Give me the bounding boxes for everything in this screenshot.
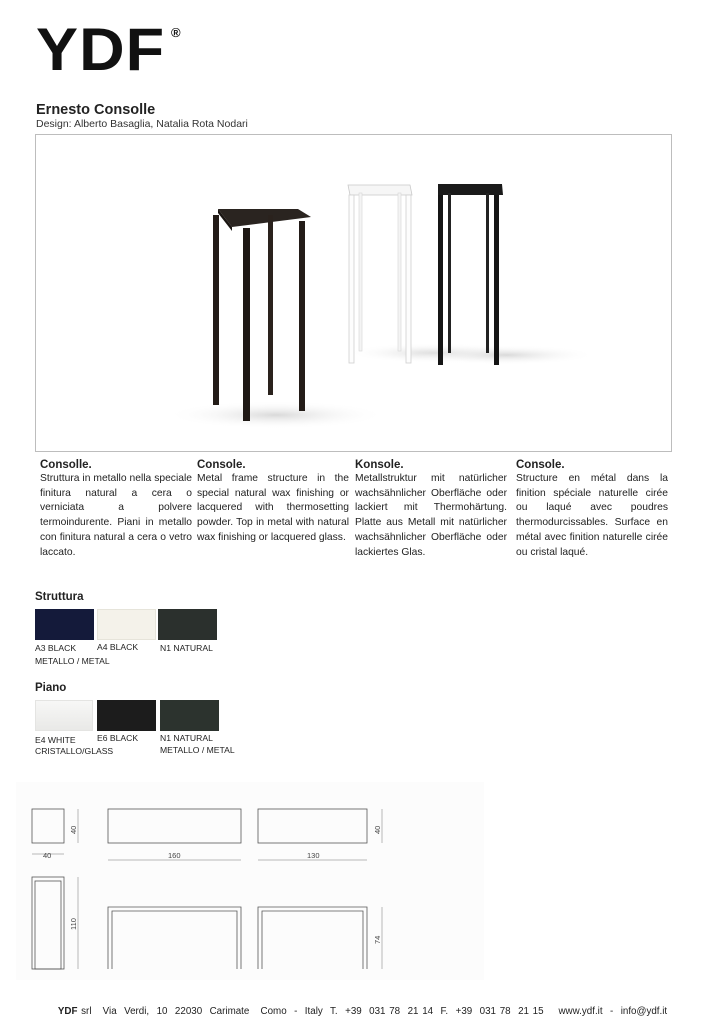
swatch-e6-black bbox=[97, 700, 156, 731]
swatch-label: E6 BLACK bbox=[97, 733, 139, 743]
description-it bbox=[40, 458, 192, 560]
struttura-heading: Struttura bbox=[35, 591, 84, 603]
description-text: Metal frame structure in the special natural wax finishing or lacquered with thermosetting powder. Top in metal with natural wax finishing or lacquered glass. bbox=[197, 473, 349, 543]
swatch-n1-natural bbox=[158, 609, 217, 640]
dim-depth-40: 40 bbox=[69, 825, 78, 834]
piano-heading: Piano bbox=[35, 682, 67, 694]
description-heading: Console. bbox=[516, 459, 565, 471]
description-en bbox=[197, 458, 349, 546]
description-text: Structure en métal dans la finition spéciale naturelle cirée ou laqué avec poudres thermodurcissables. Surface en métal avec finition naturelle cirée ou cristal laqué. bbox=[516, 473, 668, 558]
swatch-label: N1 NATURAL bbox=[160, 643, 213, 653]
material-label: CRISTALLO/GLASS bbox=[35, 746, 114, 756]
swatch-label: E4 WHITE bbox=[35, 735, 76, 745]
dim-width-130: 130 bbox=[307, 851, 320, 860]
description-heading: Konsole. bbox=[355, 459, 404, 471]
footer-contact bbox=[0, 1006, 725, 1017]
dim-height-74: 74 bbox=[373, 935, 382, 944]
dim-height-110: 110 bbox=[69, 918, 78, 930]
registered-mark: ® bbox=[171, 25, 181, 40]
footer-company: YDF bbox=[57, 1006, 78, 1017]
technical-drawing bbox=[16, 782, 484, 980]
material-label: METALLO / METAL bbox=[35, 656, 110, 666]
white-console bbox=[348, 185, 412, 363]
swatch-label: A3 BLACK bbox=[35, 643, 77, 653]
dark-console-front bbox=[213, 209, 311, 421]
description-text: Metallstruktur mit natürlicher wachsähnlicher Oberfläche oder lackiert mit Thermohärtung. Platte aus Metall mit natürlicher wachsähnlicher Oberfläche oder lackiertes Glas. bbox=[355, 473, 507, 558]
product-designer: Design: Alberto Basaglia, Natalia Rota Nodari bbox=[36, 118, 248, 130]
description-text: Struttura in metallo nella speciale finitura natural a cera o verniciata a polvere termoindurente. Piani in metallo con finitura natural a cera o vetro laccato. bbox=[40, 473, 192, 558]
dim-depth-40: 40 bbox=[373, 825, 382, 834]
brand-logo: YDF bbox=[36, 16, 166, 83]
description-fr bbox=[516, 458, 668, 560]
product-title: Ernesto Consolle bbox=[36, 102, 156, 118]
description-heading: Consolle. bbox=[40, 459, 92, 471]
footer-address: srl Via Verdi, 10 22030 Carimate Como - Italy T. +39 031 78 21 14 F. +39 031 78 21 15 www.ydf.it - info@ydf.it bbox=[77, 1006, 668, 1017]
swatch-label: N1 NATURAL bbox=[160, 733, 213, 743]
swatch-a3-black bbox=[35, 609, 94, 640]
swatch-label: A4 BLACK bbox=[97, 642, 139, 652]
swatch-a4-black bbox=[97, 609, 156, 640]
black-console-right bbox=[438, 184, 503, 365]
dimension-drawings bbox=[16, 782, 484, 980]
material-label: METALLO / METAL bbox=[160, 745, 235, 755]
dim-width-40: 40 bbox=[43, 851, 52, 860]
swatch-e4-white bbox=[35, 700, 93, 731]
dim-width-160: 160 bbox=[168, 851, 181, 860]
description-de bbox=[355, 458, 507, 560]
description-heading: Console. bbox=[197, 459, 246, 471]
console-tables-illustration bbox=[36, 135, 673, 453]
swatch-n1-natural-top bbox=[160, 700, 219, 731]
product-photo bbox=[35, 134, 672, 452]
